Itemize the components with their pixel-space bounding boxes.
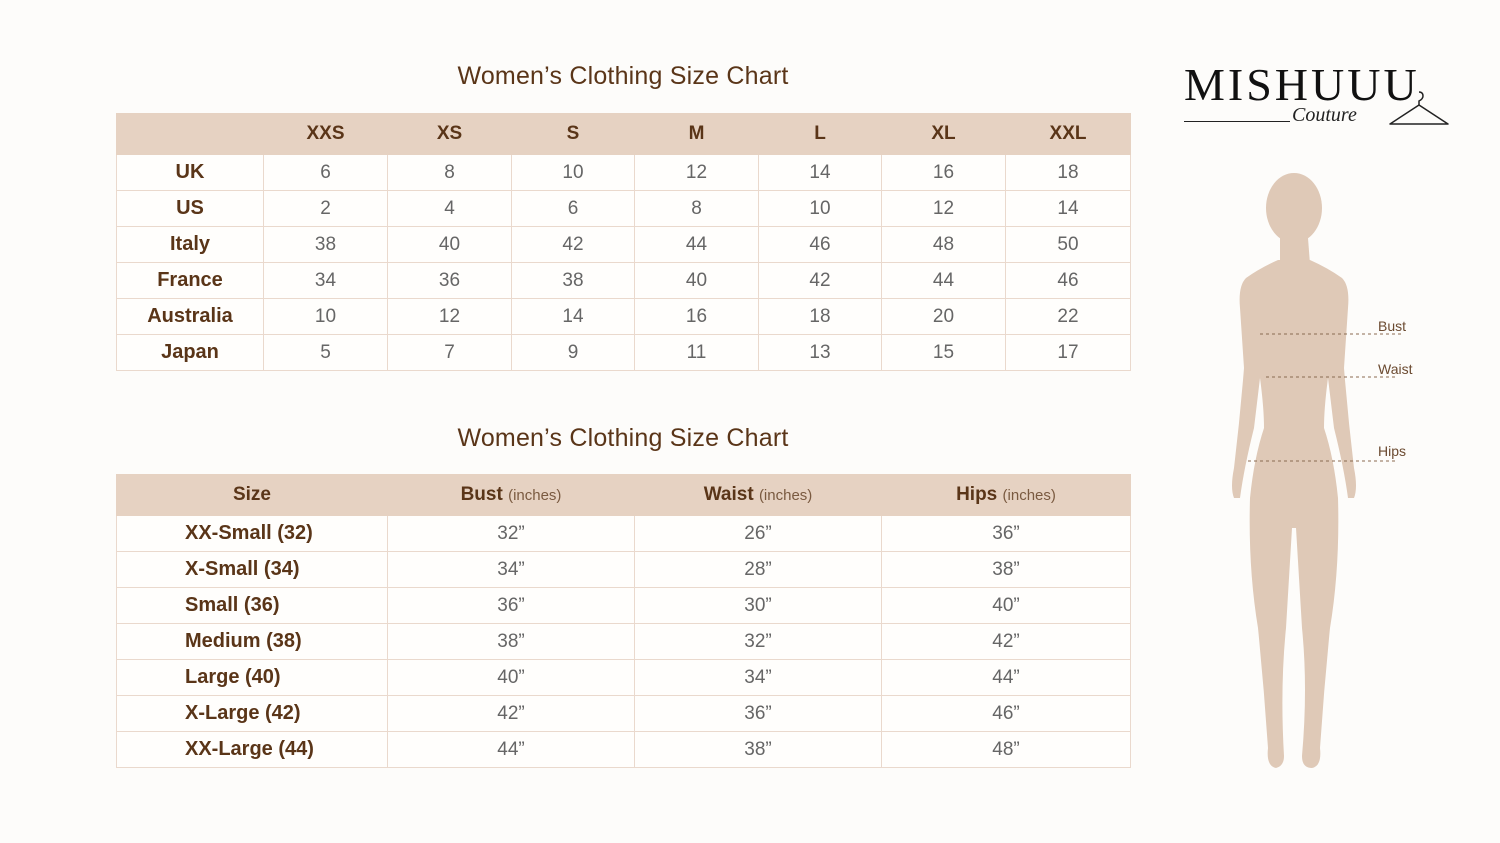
table-cell: 38 (512, 263, 635, 299)
table-cell: 10 (264, 299, 388, 335)
table-row (117, 227, 1131, 263)
table-row (117, 552, 1131, 588)
body-figure (1220, 168, 1440, 783)
waist-cell: 34” (635, 660, 882, 696)
table-cell: 12 (635, 155, 759, 191)
column-header-size: Size (117, 475, 388, 516)
size-label: Large (40) (117, 660, 388, 696)
table-row (117, 588, 1131, 624)
bottom-chart-title: Women’s Clothing Size Chart (457, 424, 789, 452)
waist-cell: 32” (635, 624, 882, 660)
table-cell: 14 (512, 299, 635, 335)
table-cell: 6 (512, 191, 635, 227)
column-header: XXL (1006, 114, 1131, 155)
hips-cell: 38” (882, 552, 1131, 588)
column-header-hips: Hips (inches) (882, 475, 1131, 516)
table-cell: 8 (388, 155, 512, 191)
bust-cell: 42” (388, 696, 635, 732)
table-header-row (117, 475, 1131, 516)
size-label: Small (36) (117, 588, 388, 624)
table-cell: 22 (1006, 299, 1131, 335)
table-cell: 9 (512, 335, 635, 371)
table-cell: 38 (264, 227, 388, 263)
table-cell: 40 (388, 227, 512, 263)
brand-logo (1180, 58, 1460, 138)
table-cell: 17 (1006, 335, 1131, 371)
measurement-table (116, 474, 1131, 768)
column-header: S (512, 114, 635, 155)
waist-cell: 28” (635, 552, 882, 588)
hanger-icon (1386, 88, 1452, 130)
hips-label: Hips (1378, 443, 1407, 459)
table-row (117, 191, 1131, 227)
table-cell: 12 (882, 191, 1006, 227)
table-cell: 11 (635, 335, 759, 371)
column-header: M (635, 114, 759, 155)
table-cell: 6 (264, 155, 388, 191)
hips-cell: 42” (882, 624, 1131, 660)
hips-cell: 46” (882, 696, 1131, 732)
column-header: XS (388, 114, 512, 155)
table-row (117, 299, 1131, 335)
logo-wordmark: MISHUUU (1184, 59, 1420, 110)
table-cell: 4 (388, 191, 512, 227)
row-label: UK (117, 155, 264, 191)
table-cell: 15 (882, 335, 1006, 371)
table-cell: 44 (635, 227, 759, 263)
table-cell: 20 (882, 299, 1006, 335)
size-label: X-Small (34) (117, 552, 388, 588)
hips-cell: 44” (882, 660, 1131, 696)
table-row (117, 263, 1131, 299)
bust-cell: 40” (388, 660, 635, 696)
table-cell: 50 (1006, 227, 1131, 263)
table-cell: 7 (388, 335, 512, 371)
top-chart-title: Women’s Clothing Size Chart (457, 62, 789, 90)
column-header-waist: Waist (inches) (635, 475, 882, 516)
table-cell: 18 (1006, 155, 1131, 191)
size-label: X-Large (42) (117, 696, 388, 732)
hips-cell: 48” (882, 732, 1131, 768)
bust-cell: 36” (388, 588, 635, 624)
table-cell: 10 (512, 155, 635, 191)
size-label: XX-Large (44) (117, 732, 388, 768)
waist-cell: 30” (635, 588, 882, 624)
table-row (117, 335, 1131, 371)
table-cell: 46 (1006, 263, 1131, 299)
waist-cell: 38” (635, 732, 882, 768)
table-row (117, 624, 1131, 660)
size-conversion-table (116, 113, 1131, 371)
hips-cell: 40” (882, 588, 1131, 624)
column-header (117, 114, 264, 155)
row-label: US (117, 191, 264, 227)
table-cell: 13 (759, 335, 882, 371)
waist-cell: 26” (635, 516, 882, 552)
row-label: Australia (117, 299, 264, 335)
table-cell: 2 (264, 191, 388, 227)
table-cell: 42 (759, 263, 882, 299)
table-row (117, 732, 1131, 768)
table-row (117, 516, 1131, 552)
column-header-bust: Bust (inches) (388, 475, 635, 516)
table-cell: 40 (635, 263, 759, 299)
table-cell: 42 (512, 227, 635, 263)
female-silhouette (1220, 168, 1440, 778)
size-label: Medium (38) (117, 624, 388, 660)
bust-label: Bust (1378, 318, 1407, 334)
table-cell: 14 (759, 155, 882, 191)
table-cell: 34 (264, 263, 388, 299)
bust-cell: 32” (388, 516, 635, 552)
table-cell: 18 (759, 299, 882, 335)
waist-cell: 36” (635, 696, 882, 732)
row-label: Japan (117, 335, 264, 371)
table-cell: 44 (882, 263, 1006, 299)
table-cell: 12 (388, 299, 512, 335)
column-header: L (759, 114, 882, 155)
table-row (117, 660, 1131, 696)
logo-underline (1184, 121, 1290, 122)
size-label: XX-Small (32) (117, 516, 388, 552)
bust-cell: 38” (388, 624, 635, 660)
column-header: XXS (264, 114, 388, 155)
table-header-row (117, 114, 1131, 155)
table-cell: 8 (635, 191, 759, 227)
bust-cell: 34” (388, 552, 635, 588)
table-cell: 10 (759, 191, 882, 227)
row-label: Italy (117, 227, 264, 263)
table-row (117, 696, 1131, 732)
bust-cell: 44” (388, 732, 635, 768)
table-cell: 46 (759, 227, 882, 263)
table-cell: 16 (635, 299, 759, 335)
table-cell: 48 (882, 227, 1006, 263)
table-cell: 14 (1006, 191, 1131, 227)
column-header: XL (882, 114, 1006, 155)
waist-label: Waist (1378, 361, 1413, 377)
table-cell: 16 (882, 155, 1006, 191)
row-label: France (117, 263, 264, 299)
table-row (117, 155, 1131, 191)
hips-cell: 36” (882, 516, 1131, 552)
logo-tagline: Couture (1292, 104, 1357, 126)
table-cell: 36 (388, 263, 512, 299)
table-cell: 5 (264, 335, 388, 371)
